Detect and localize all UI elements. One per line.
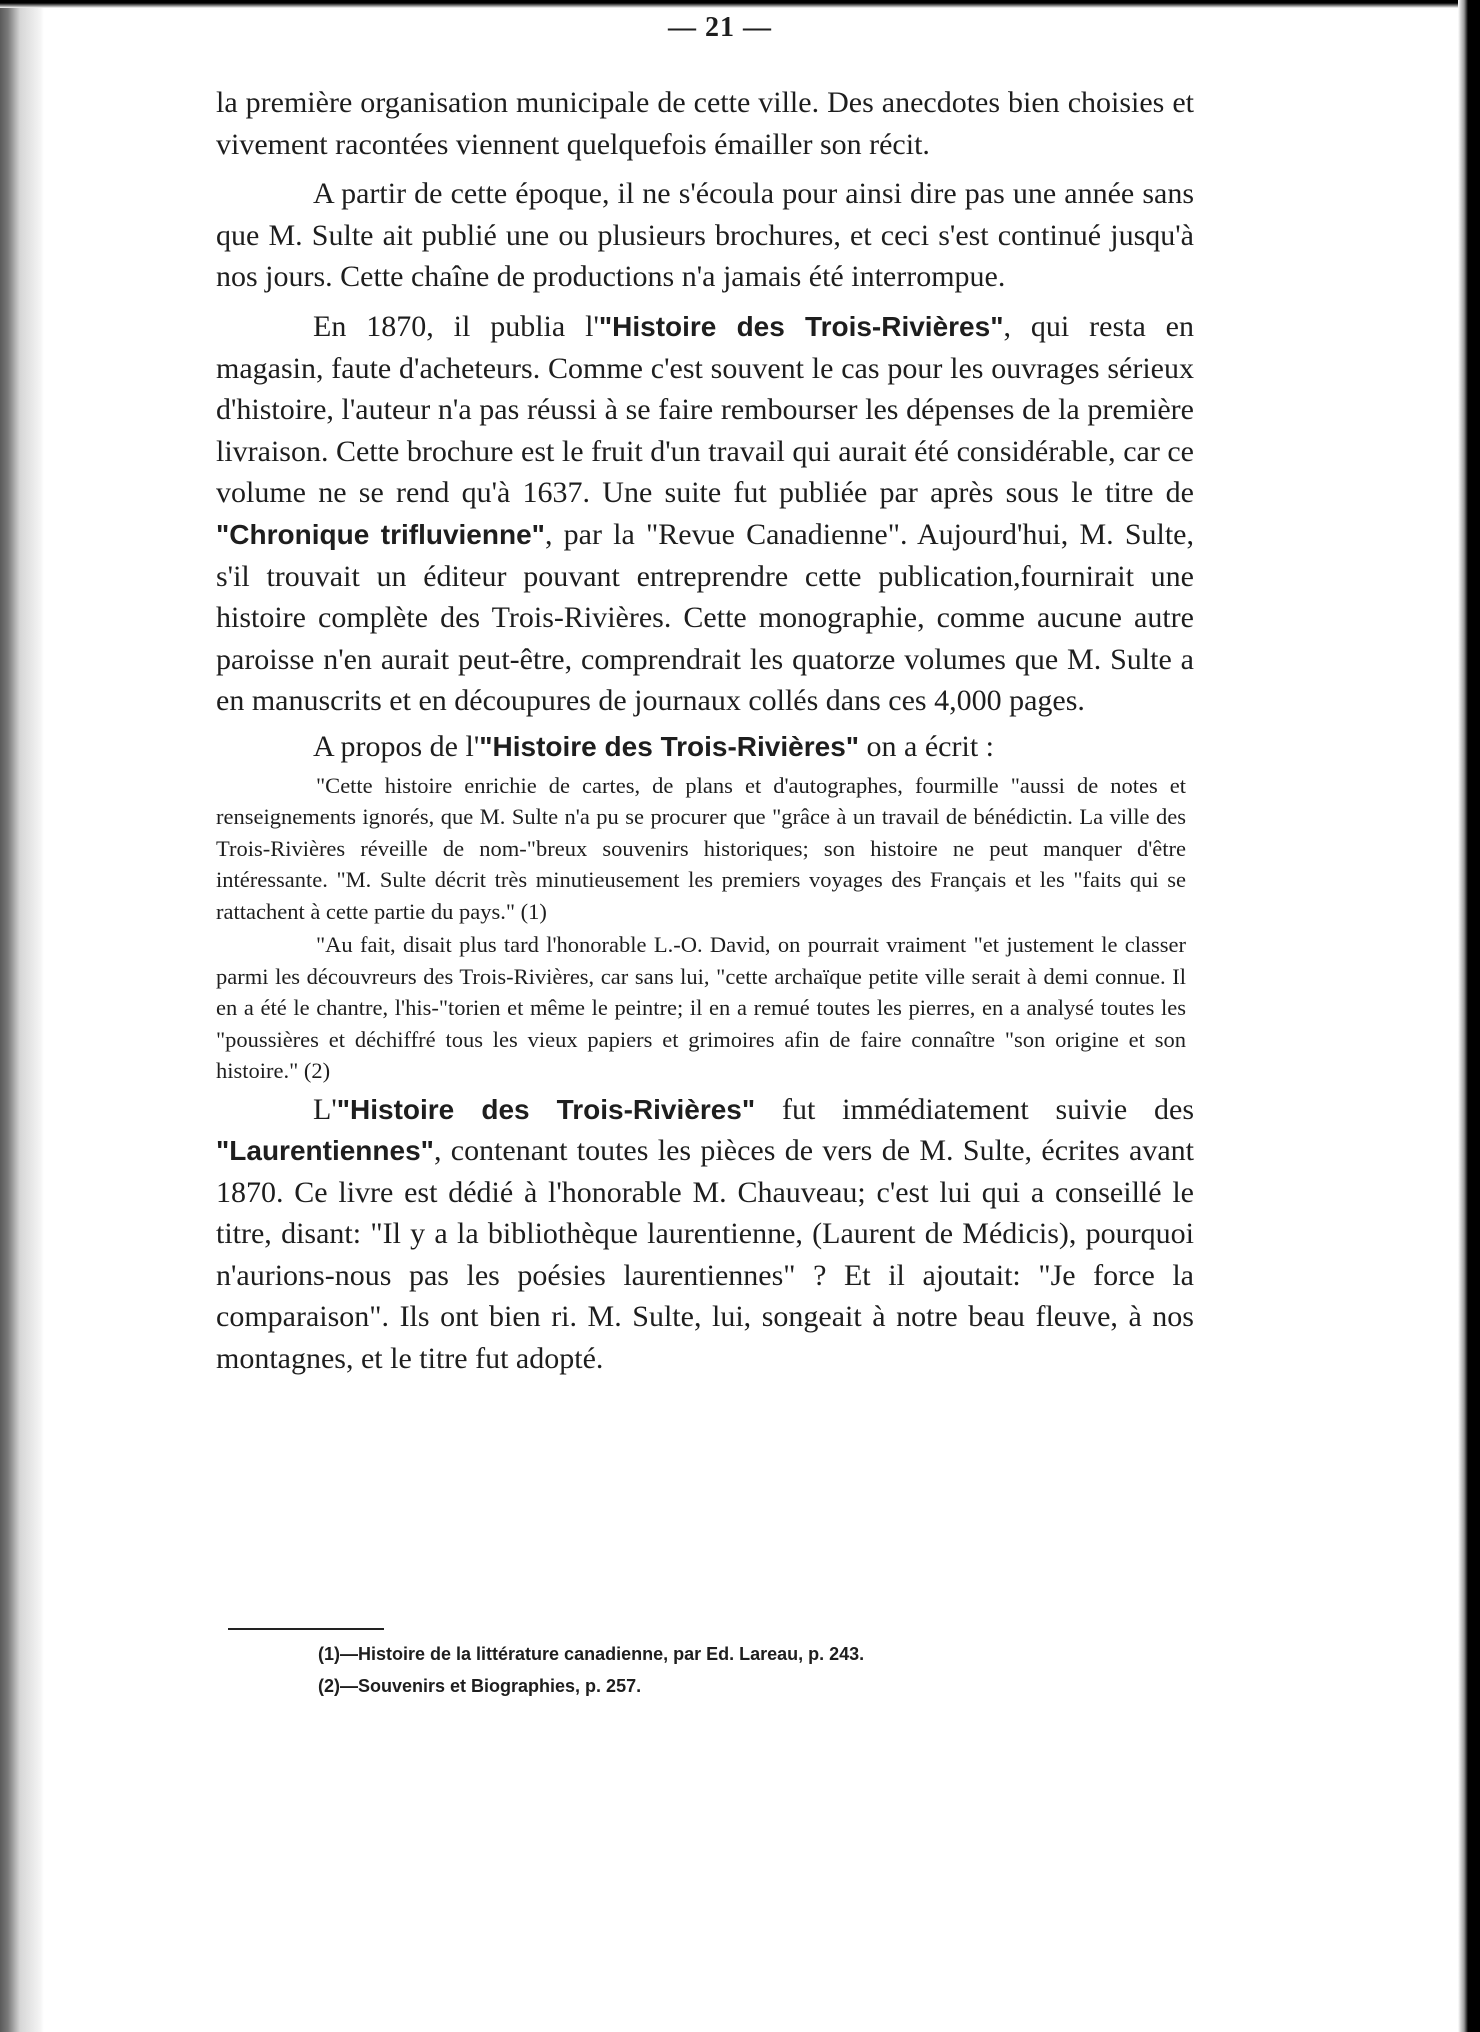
paragraph-histoire-1870 [216,306,1194,722]
title-histoire-des-trois-rivieres: "Histoire des Trois-Rivières" [336,1093,756,1125]
title-laurentiennes: "Laurentiennes" [216,1135,434,1167]
text-span: A propos de l' [313,729,480,763]
footnotes [318,1638,1178,1702]
title-chronique-trifluvienne: "Chronique trifluvienne" [216,518,545,550]
text-span: , par la "Revue Canadienne". Aujourd'hui, M. Sulte, s'il trouvait un éditeur pouvant entreprendre cette publication,fournirait une histoire complète des Trois-Rivières. Cette monographie, comme aucune autre paroisse n'en aurait peut-être, comprendrait les quatorze volumes que M. Sulte a en manuscrits et en découpures de journaux collés dans ces 4,000 pages. [216,517,1194,718]
text-span: on a écrit : [859,729,994,763]
page-number: — 21 — [668,12,772,43]
title-histoire-des-trois-rivieres: "Histoire des Trois-Rivières" [598,310,1004,342]
text-span: , qui resta en magasin, faute d'acheteurs. Comme c'est souvent le cas pour les ouvrages sérieux d'histoire, l'auteur n'a pas réussi à se faire rembourser les dépenses de la première livraison. Cette brochure est le fruit d'un travail qui aurait été considérable, car ce volume ne se rend qu'à 1637. Une suite fut publiée par après sous le titre de [216,309,1194,510]
quotation-first: "Cette histoire enrichie de cartes, de plans et d'autographes, fourmille "aussi de notes et renseignements ignorés, que M. Sulte n'a pu se procurer que "grâce à un travail de bénédictin. La ville des Trois-Rivières réveille de nom-"breux souvenirs historiques; son histoire ne peut manquer d'être intéressante. "M. Sulte décrit très minutieusement les premiers voyages des Français et les "faits qui se rattachent à cette partie du pays." (1) [216,772,1186,924]
footnote-1: (1)—Histoire de la littérature canadienne, par Ed. Lareau, p. 243. [318,1644,865,1664]
paragraph-continuation: la première organisation municipale de cette ville. Des anecdotes bien choisies et vivement racontées viennent quelquefois émailler son récit. [216,86,1194,161]
scan-left-margin-shadow [0,0,44,2032]
text-span: L' [313,1092,337,1126]
footnote-separator [228,1628,384,1630]
text-span: fut immédiatement suivie des [755,1092,1194,1126]
title-histoire-des-trois-rivieres: "Histoire des Trois-Rivières" [479,730,860,762]
page-body [216,82,1194,1388]
text-span: En 1870, il publia l' [313,309,599,343]
text-span: , contenant toutes les pièces de vers de M. Sulte, écrites avant 1870. Ce livre est dédié à l'honorable M. Chauveau; c'est lui qui a conseillé le titre, disant: "Il y a la bibliothèque laurentienne, (Laurent de Médicis), pourquoi n'aurions-nous pas les poésies laurentiennes" ? Et il ajoutait: "Je force la comparaison". Ils ont bien ri. M. Sulte, lui, songeait à notre beau fleuve, à nos montagnes, et le titre fut adopté. [216,1134,1194,1376]
paragraph-a-propos [216,726,1194,768]
scan-top-border [0,0,1480,8]
paragraph-publications: A partir de cette époque, il ne s'écoula pour ainsi dire pas une année sans que M. Sulte ait publié une ou plusieurs brochures, et ceci s'est continué jusqu'à nos jours. Cette chaîne de productions n'a jamais été interrompue. [216,177,1194,294]
footnote-2: (2)—Souvenirs et Biographies, p. 257. [318,1676,642,1696]
quotation-david: "Au fait, disait plus tard l'honorable L.-O. David, on pourrait vraiment "et justement le classer parmi les découvreurs des Trois-Rivières, car sans lui, "cette archaïque petite ville serait à demi connue. Il en a été le chantre, l'his-"torien et même le peintre; il en a remué toutes les pierres, en a analysé toutes les "poussières et déchiffré tous les vieux papiers et grimoires afin de faire connaître "son origine et son histoire." (2) [216,932,1186,1083]
scan-right-border [1458,0,1480,2032]
paragraph-laurentiennes [216,1089,1194,1380]
